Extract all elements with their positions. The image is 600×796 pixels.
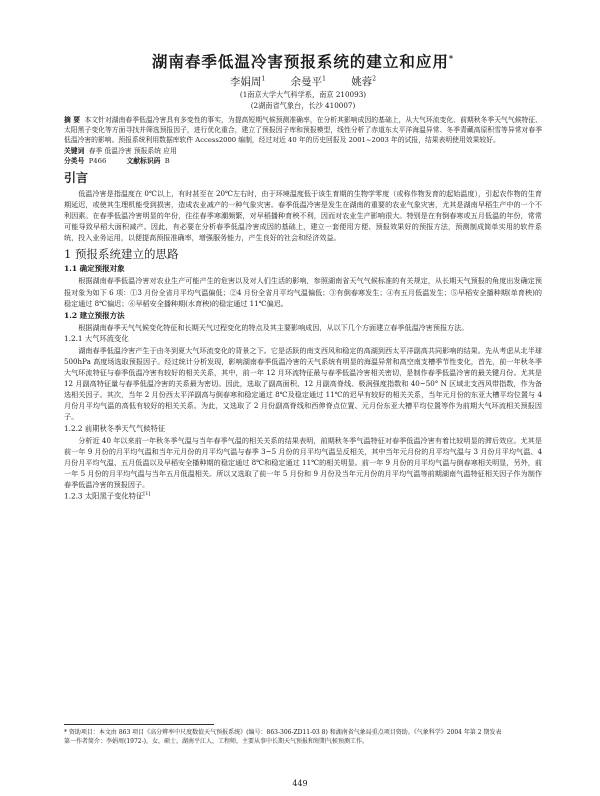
author: 李娟周$^1$ <box>229 75 266 88</box>
keywords-text: 春季 低温冷害 预报系统 应用 <box>88 146 177 155</box>
classification-line <box>64 156 542 166</box>
section-1-1-paragraph: 根据湖南春季低温冷害对农业生产可能产生的危害以及对人们生活的影响，参照湖南省天气气候标准的有关规定，从长期天气预报的角度出发确定预报对象为如下 6 项：①3 月份全省月平均气温偏低；②4 月份全省月平均气温偏低；③有倒春寒发生；④有五月低温发生；⑤早稻安全播种期(单育秧)的稳定通过 8℃偏迟；⑥早稻安全播种期(水育秧)的稳定通过 11℃偏迟。 <box>64 276 542 308</box>
footnote-divider <box>64 724 214 725</box>
class-number: P466 <box>88 156 107 165</box>
abstract <box>64 115 542 146</box>
section-1-2-3-heading <box>64 491 542 501</box>
doc-code: B <box>164 156 170 165</box>
author: 余曼平$^1$ <box>290 75 326 88</box>
footnote-funding: * 资助项目：本文由 863 项目《高分辨率中尺度数值天气预报系统》(编号：863-306-ZD11-03 8) 和湖南省气象局重点项目资助。《气象科学》2004 年第 2 期发表 <box>64 729 502 736</box>
footnote-author: 第一作者简介：李娟周(1972-)，女，硕士，湖南平江人，工程师，主要从事中长期天气预报和短期气候预测工作。 <box>64 738 368 745</box>
footnotes <box>64 728 542 746</box>
title-footnote-mark: * <box>448 52 455 63</box>
author-list <box>64 74 542 89</box>
intro-heading: 引言 <box>64 171 89 186</box>
abstract-text: 本文针对湖南春季低温冷害具有多变性的事实，为提高短期气候预测准确率，在分析其影响成因的基础上，从大气环流变化、前期秋冬季天气气候特征、太阳黑子变化等方面寻找并筛选预报因子，进行优化重合，建立了预报因子库和预报模型，线性分析了赤道东太平洋海温异常、冬季青藏高原积雪等异常对春季低温冷害的影响。预报系统利用数据库软件 Access2000 编制，经过对近 40 年的历史回报及 2001~2003 年的试报，结果表明使用效果较好。 <box>64 116 542 145</box>
section-1-2-2-paragraph: 分析近 40 年以来前一年秋冬季气温与当年春季气温的相关关系的结果表明，前期秋冬季气温特征对春季低温冷害有着比较明显的滞后效应。尤其是前一年 9 月份的月平均气温和当年元月份的月平均气温与春季 3~5 月份的月平均气温呈反相关，其中当年元月份的月平均气温与 3 月份月平均气温、4 月份月平均气温、五月低温以及早稻安全播种期的稳定通过 8℃和稳定通过 11℃的相关明显。前一年 9 月份的月平均气温与倒春寒相关明显，另外，前一年 5 月份的月平均气温与当年五月低温相关。所以又选取了前一年 5 月份和 9 月份及当年元月份的月平均气温等前期湖南气温特征相关因子作为制作春季低温冷害的预报因子。 <box>64 435 542 489</box>
affiliation-1: (1南京大学大气科学系，南京 210093) <box>239 90 367 99</box>
abstract-label: 摘 要 <box>64 116 81 124</box>
section-1-2-1-heading: 1.2.1 大气环流变化 <box>64 333 129 343</box>
class-label: 分类号 <box>64 156 85 165</box>
section-1-2-1-paragraph: 湖南春季低温冷害产生于由冬到夏大气环流变化的背景之下。它是活跃的南支西风和稳定的高湖到西太平洋副高共同影响的结果。先从考虑从北半球 500hPa 高度场选取预报因子。经过统计分析发现，影响湖南春季低温冷害的天气系统有明显的海温异常和高空南支槽季节性变化，首先，前一年秋冬季大气环流特征与春季低温冷害有较好的相关关系，其中，前一年 12 月环流特征最与春季低温冷害相关密切，是制作春季低温冷害的最关键月份。尤其是 12 月副高特征量与春季低温冷害的关系最为密切。因此，选取了副高面积、12 月副高脊线、极涡强度指数和 40~50° N 区域北支西风带指数，作为备选相关因子。其次，当年 2 月份西太平洋副高与倒春寒和稳定通过 8℃及稳定通过 11℃的迟早有较好的相关关系，当年元月份的东亚大槽平均位置与 4 月份月平均气温的高低有较好的相关关系。为此，又选取了 2 月份副高脊线和西伸脊点位置、元月份东亚大槽平均位置等作为前期大气环流相关预报因子。 <box>64 345 542 422</box>
paper-page <box>64 44 542 502</box>
section-1-2-paragraph: 根据湖南春季天气气候变化特征和长期天气过程变化的特点及其主要影响成因，从以下几个方面建立春季低温冷害预报方法。 <box>78 322 469 332</box>
author: 姚蓉$^2$ <box>351 75 377 88</box>
paper-title <box>64 50 542 72</box>
citation-ref: [1] <box>143 490 151 497</box>
section-1-heading: 1 预报系统建立的思路 <box>64 247 179 262</box>
title-text: 湖南春季低温冷害预报系统的建立和应用 <box>151 52 449 71</box>
keywords-label: 关键词 <box>64 146 85 155</box>
section-1-2-2-heading: 1.2.2 前期秋冬季天气气候特征 <box>64 423 166 433</box>
affiliation-2: (2湖南省气象台，长沙 410007) <box>250 101 356 110</box>
intro-paragraph: 低温冷害是指温度在 0℃以上，有时甚至在 20℃左右时，由于环境温度低于该生育期的生物学零度（或称作物发育的起始温度），引起农作物的生育期延迟，或使其生理机能受到损害，造成农业减产的一种气象灾害。春季低温冷害是发生在湖南的重要的农业气象灾害，尤其是湖南早稻生产中的一个不利因素。在春季低温冷害明显的年份，往往春季寒潮频繁，对早稻播种育秧不利，因而对农业生产影响很大。特别是在有倒春寒或五月低温的年份，常常可能导致早稻大面积减产。因此，有必要在分析春季低温冷害成因的基础上，建立一套便用方便、预报效果好的预报方法，预测制成简单实用的软件系统，投入业务运用，以便提高预报准确率，增强服务能力，产生良好的社会和经济效益。 <box>64 189 542 243</box>
section-1-2-3-title: 1.2.3 太阳黑子变化特征 <box>64 491 144 501</box>
doc-code-label: 文献标识码 <box>126 156 161 165</box>
keywords-line <box>64 146 542 156</box>
section-1-1-heading: 1.1 确定预报对象 <box>64 264 125 274</box>
section-1-2-heading: 1.2 建立预报方法 <box>64 310 125 320</box>
page-number: 449 <box>292 779 308 788</box>
